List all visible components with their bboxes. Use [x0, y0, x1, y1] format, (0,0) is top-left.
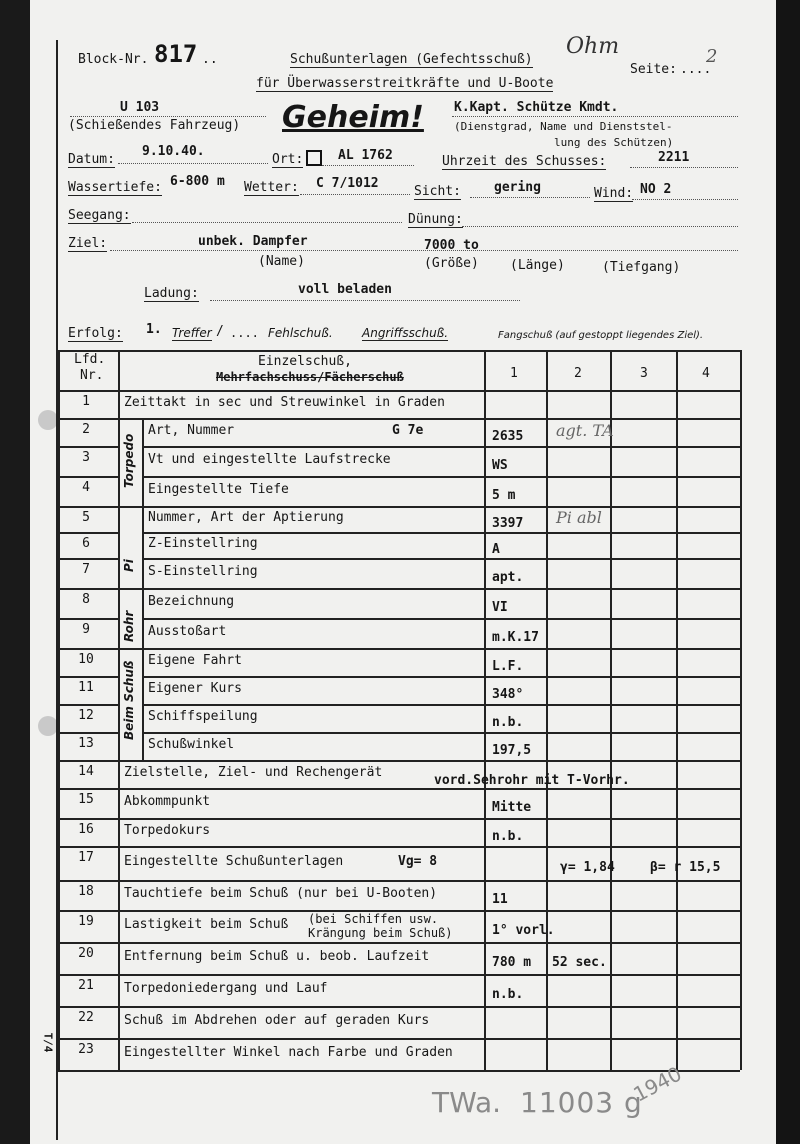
- table-rule: [58, 648, 740, 650]
- page-label: Seite:: [630, 62, 677, 77]
- col-header-4: 4: [702, 366, 710, 381]
- row-value-1: 3397: [492, 516, 524, 531]
- table-rule: [142, 618, 740, 620]
- row-number: 7: [82, 562, 90, 577]
- weather-value: C 7/1012: [316, 176, 379, 191]
- row-label: Entfernung beim Schuß u. beob. Laufzeit: [124, 949, 430, 964]
- grid-square-icon: [306, 150, 322, 166]
- page-number: 2: [706, 46, 718, 67]
- vessel-label: (Schießendes Fahrzeug): [68, 118, 241, 133]
- row-label: Schuß im Abdrehen oder auf geraden Kurs: [124, 1013, 430, 1028]
- row-number: 12: [78, 708, 94, 723]
- row-value-3: β= r 15,5: [650, 860, 721, 875]
- depth-label: Wassertiefe:: [68, 180, 162, 195]
- row-label: Vt und eingestellte Laufstrecke: [148, 452, 391, 467]
- table-rule: [58, 506, 740, 508]
- row-label: Zielstelle, Ziel- und Rechengerät: [124, 765, 383, 780]
- table-rule: [610, 350, 612, 1070]
- row-label: Zeittakt in sec und Streuwinkel in Graden: [124, 395, 445, 410]
- table-rule: [58, 418, 740, 420]
- table-rule: [58, 1038, 740, 1040]
- row-value-1: 1° vorl.: [492, 923, 555, 938]
- row-label: Ausstoßart: [148, 624, 227, 639]
- row-label-note: (bei Schiffen usw.: [308, 912, 439, 926]
- weather-dots: [300, 194, 410, 195]
- table-rule: [58, 942, 740, 944]
- col-header-no: Nr.: [80, 368, 104, 383]
- result-sep: /: [216, 324, 224, 339]
- row-number: 22: [78, 1010, 94, 1025]
- table-rule: [142, 476, 740, 478]
- row-value-1: m.K.17: [492, 630, 539, 645]
- place-value: AL 1762: [338, 148, 393, 163]
- row-value-1: A: [492, 542, 500, 557]
- cargo-value: voll beladen: [298, 282, 392, 297]
- row-label: Eigene Fahrt: [148, 653, 242, 668]
- row-label: Art, Nummer: [148, 423, 235, 438]
- row-value-1: 197,5: [492, 743, 532, 758]
- depth-value: 6-800 m: [170, 174, 225, 189]
- cargo-dots: [210, 300, 520, 301]
- place-label: Ort:: [272, 152, 304, 167]
- table-rule: [58, 732, 118, 734]
- row-number: 6: [82, 536, 90, 551]
- row-number: 4: [82, 480, 90, 495]
- sea-dots: [132, 222, 402, 223]
- group-label-beim-schuss: Beim Schuß: [122, 660, 136, 740]
- table-rule: [58, 974, 740, 976]
- row-label: Tauchtiefe beim Schuß (nur bei U-Booten): [124, 886, 438, 901]
- row-value-1: 2635: [492, 429, 524, 444]
- row-number: 19: [78, 914, 94, 929]
- col-header-2: 2: [574, 366, 582, 381]
- table-rule: [58, 390, 740, 392]
- row-value-2: agt. TA: [556, 421, 614, 440]
- table-rule: [740, 350, 742, 1070]
- row-extra-value: G 7e: [392, 423, 424, 438]
- table-rule: [546, 350, 548, 1070]
- time-value: 2211: [658, 150, 690, 165]
- col-header-1: 1: [510, 366, 518, 381]
- group-label-torpedo: Torpedo: [122, 433, 136, 488]
- row-value-1: 5 m: [492, 488, 516, 503]
- row-number: 20: [78, 946, 94, 961]
- row-number: 11: [78, 680, 94, 695]
- table-rule: [58, 704, 118, 706]
- block-label: Block-Nr.: [78, 52, 149, 67]
- row-value-1: 780 m: [492, 955, 532, 970]
- table-rule: [142, 732, 740, 734]
- side-stamp: T/4: [41, 1032, 55, 1053]
- row-number: 16: [78, 822, 94, 837]
- table-rule: [58, 1006, 740, 1008]
- wind-value: NO 2: [640, 182, 672, 197]
- vessel-dots: [70, 116, 266, 117]
- commander-value: K.Kapt. Schütze Kmdt.: [454, 100, 619, 115]
- date-dots: [118, 163, 268, 164]
- commander-dots: [452, 116, 738, 117]
- table-rule: [58, 846, 740, 848]
- row-value-2: 52 sec.: [552, 955, 607, 970]
- row-label: Eingestellte Tiefe: [148, 482, 289, 497]
- table-rule: [676, 350, 678, 1070]
- table-rule: [142, 418, 144, 760]
- row-label: Torpedokurs: [124, 823, 211, 838]
- result-misses-dots: ....: [230, 326, 259, 340]
- initials-signature: Ohm: [566, 34, 620, 59]
- row-label: Torpedoniedergang und Lauf: [124, 981, 328, 996]
- row-value-2: Pi abl: [556, 508, 602, 527]
- target-length-label: (Länge): [510, 258, 565, 273]
- table-rule: [58, 350, 740, 352]
- result-hits-label: Treffer: [172, 326, 212, 340]
- row-number: 23: [78, 1042, 94, 1057]
- row-label: Abkommpunkt: [124, 794, 211, 809]
- row-label: Lastigkeit beim Schuß: [124, 917, 289, 932]
- row-number: 5: [82, 510, 90, 525]
- commander-label-2: lung des Schützen): [554, 136, 674, 149]
- row-value-1: 11: [492, 892, 508, 907]
- table-rule: [142, 676, 740, 678]
- row-value-1: WS: [492, 458, 508, 473]
- row-value-1: Mitte: [492, 800, 532, 815]
- row-label: Nummer, Art der Aptierung: [148, 510, 344, 525]
- target-size-label: (Größe): [424, 256, 479, 271]
- result-capture: Fangschuß (auf gestoppt liegendes Ziel).: [498, 330, 704, 341]
- table-rule: [142, 704, 740, 706]
- row-value-1: VI: [492, 600, 508, 615]
- row-number: 17: [78, 850, 94, 865]
- table-rule: [58, 446, 118, 448]
- archive-year: 1940: [629, 1061, 686, 1107]
- row-value-1: L.F.: [492, 659, 524, 674]
- row-number: 21: [78, 978, 94, 993]
- scan-right-border: [776, 0, 800, 1144]
- row-label: Eingestellter Winkel nach Farbe und Graden: [124, 1045, 453, 1060]
- commander-label-1: (Dienstgrad, Name und Dienststel-: [454, 120, 673, 133]
- row-label: Bezeichnung: [148, 594, 235, 609]
- cargo-label: Ladung:: [144, 286, 199, 301]
- row-number: 9: [82, 622, 90, 637]
- row-number: 2: [82, 422, 90, 437]
- row-label-note: Krängung beim Schuß): [308, 926, 453, 940]
- table-rule: [58, 476, 118, 478]
- table-rule: [58, 558, 118, 560]
- table-rule: [58, 532, 118, 534]
- row-label: Eigener Kurs: [148, 681, 242, 696]
- block-dots: ..: [202, 52, 218, 67]
- row-label: Eingestellte Schußunterlagen: [124, 854, 344, 869]
- col-header-desc: Einzelschuß,: [258, 354, 352, 369]
- table-rule: [58, 588, 740, 590]
- archive-number: 11003 g: [520, 1086, 643, 1119]
- row-number: 15: [78, 792, 94, 807]
- row-number: 10: [78, 652, 94, 667]
- group-label-pi: Pi: [122, 559, 136, 572]
- scan-left-border: [0, 0, 30, 1144]
- row-value-1: n.b.: [492, 715, 524, 730]
- archive-prefix: TWa.: [432, 1086, 502, 1119]
- table-rule: [58, 818, 740, 820]
- row-value-1: apt.: [492, 570, 524, 585]
- row-label: S-Einstellring: [148, 564, 258, 579]
- col-header-no: Lfd.: [74, 352, 106, 367]
- row-value-2: γ= 1,84: [560, 860, 615, 875]
- visibility-value: gering: [494, 180, 541, 195]
- row-label: Schiffspeilung: [148, 709, 258, 724]
- table-rule: [58, 880, 740, 882]
- row-value-1: n.b.: [492, 987, 524, 1002]
- row-value-1: n.b.: [492, 829, 524, 844]
- result-attack: Angriffsschuß.: [362, 326, 449, 340]
- visibility-dots: [470, 197, 590, 198]
- result-label: Erfolg:: [68, 326, 123, 341]
- form-title: Schußunterlagen (Gefechtsschuß): [290, 52, 533, 67]
- time-label: Uhrzeit des Schusses:: [442, 154, 607, 169]
- table-rule: [58, 618, 118, 620]
- row-number: 13: [78, 736, 94, 751]
- col-header-desc-struck: Mehrfachschuss/Fächerschuß: [216, 370, 404, 384]
- group-label-rohr: Rohr: [122, 610, 136, 642]
- punch-hole: [38, 716, 58, 736]
- row-number: 14: [78, 764, 94, 779]
- page-dots: ....: [680, 62, 712, 77]
- row-number: 3: [82, 450, 90, 465]
- table-rule: [118, 350, 120, 1070]
- target-name-label: (Name): [258, 254, 305, 269]
- table-rule: [58, 676, 118, 678]
- date-value: 9.10.40.: [142, 144, 205, 159]
- wind-label: Wind:: [594, 186, 634, 201]
- wind-dots: [632, 199, 738, 200]
- row-number: 1: [82, 394, 90, 409]
- table-rule: [58, 760, 740, 762]
- col-header-3: 3: [640, 366, 648, 381]
- form-subtitle: für Überwasserstreitkräfte und U-Boote: [256, 76, 554, 91]
- swell-label: Dünung:: [408, 212, 463, 227]
- table-rule: [484, 350, 486, 1070]
- row-number: 8: [82, 592, 90, 607]
- block-number: 817: [154, 40, 198, 68]
- result-hits: 1.: [146, 322, 162, 337]
- weather-label: Wetter:: [244, 180, 299, 195]
- punch-hole: [38, 410, 58, 430]
- secret-stamp: Geheim!: [282, 100, 424, 135]
- target-draft-label: (Tiefgang): [602, 260, 681, 275]
- table-rule: [58, 1070, 740, 1072]
- row-number: 18: [78, 884, 94, 899]
- table-rule: [142, 446, 740, 448]
- table-rule: [142, 558, 740, 560]
- row-extra-value: Vg= 8: [398, 854, 438, 869]
- visibility-label: Sicht:: [414, 184, 461, 199]
- row-value-1: 348°: [492, 687, 524, 702]
- target-name: unbek. Dampfer: [198, 234, 308, 249]
- place-dots: [322, 165, 414, 166]
- result-misses-label: Fehlschuß.: [268, 326, 333, 340]
- row-label: Z-Einstellring: [148, 536, 258, 551]
- time-dots: [630, 167, 738, 168]
- date-label: Datum:: [68, 152, 115, 167]
- table-rule: [142, 532, 740, 534]
- swell-dots: [462, 226, 738, 227]
- target-label: Ziel:: [68, 236, 108, 251]
- row-extra-value: vord.Sehrohr mit T-Vorhr.: [434, 773, 630, 788]
- vessel-value: U 103: [120, 100, 160, 115]
- target-size: 7000 to: [424, 238, 479, 253]
- table-rule: [58, 788, 740, 790]
- sea-label: Seegang:: [68, 208, 131, 223]
- row-label: Schußwinkel: [148, 737, 235, 752]
